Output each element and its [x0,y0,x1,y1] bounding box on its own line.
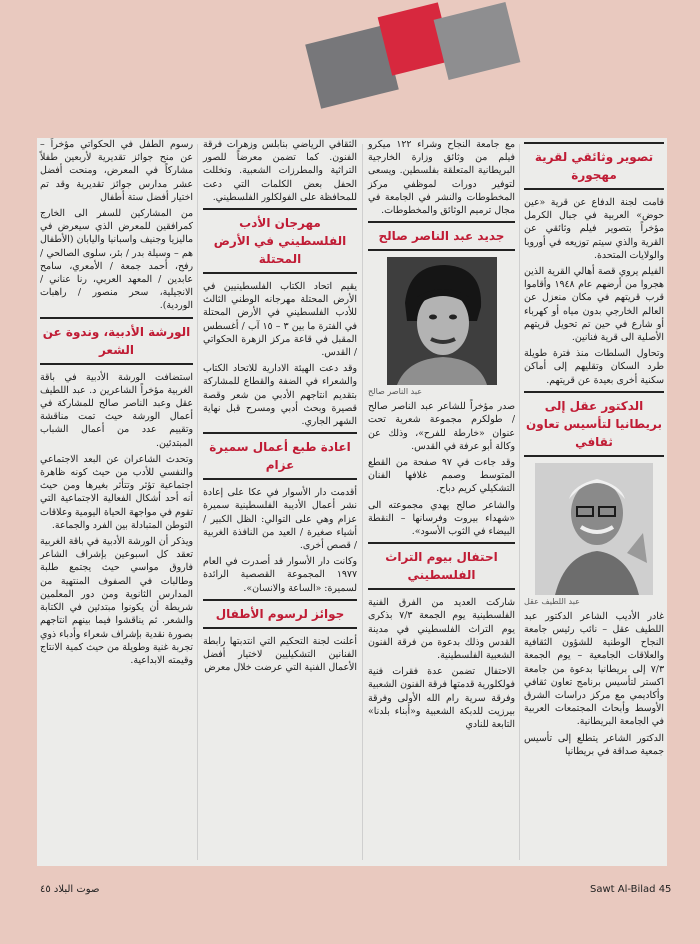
column-1 [521,138,667,866]
paragraph: الاحتفال تضمن عدة فقرات فنية فولكلورية قدمتها فرقة الفنون الشعبية وفرقة سرية رام الله الأولى وفرقة بيرزيت للدبكة الشعبية و«أبناء بلدنا» التابعة للنادي [368,666,515,731]
paragraph: والشاعر صالح يهدي مجموعته الى «شهداء بيروت وفرسانها – النقطة البيضاء في الثوب الأسود». [368,499,515,538]
paragraph: وقد جاءت في ٩٧ صفحة من القطع المتوسط وصمم غلافها الفنان التشكيلي كريم دباح. [368,457,515,495]
paragraph: وقد دعت الهيئة الادارية للاتحاد الكتاب والشعراء في الضفة والقطاع للمشاركة بتقديم انتاجهم الأدبي من شعر وقصة قصيرة وبحث أدبي ومسرح قبل نهاية الشهر الجاري. [203,363,357,428]
headline-literature-festival: مهرجان الأدب الفلسطيني في الأرض المحتلة [203,208,357,274]
headline-heritage-day: احتفال بيوم التراث الفلسطيني [368,542,515,590]
column-2 [365,138,518,866]
headline-abandoned-village: تصوير وثائقي لقرية مهجورة [524,142,664,190]
paragraph: الدكتور الشاعر يتطلع إلى تأسيس جمعية صداقة في بريطانيا [524,732,664,757]
paragraph: مع جامعة النجاح وشراء ١٢٢ ميكرو فيلم من وثائق وزارة الخارجية البريطانية المتعلقة بفلسطين. ويسعى لتوفير دورات لموظفي مركز المخطوطات والنشر في الجامعة في مجال ترميم الوثائق والمخطوطات. [368,139,515,217]
paragraph: قامت لجنة الدفاع عن قرية «عين حوض» العربية في جبال الكرمل مؤخراً بتصوير فيلم وثائقي عن القرية والذي سيتم توزيعه في أوروبا والولايات المتحدة. [524,197,664,261]
photo-abdul-latif-aql [535,463,653,595]
paragraph: استضافت الورشة الأدبية في باقة الغربية مؤخراً الشاعرين د. عبد اللطيف عقل وعبد الناصر صالح للمشاركة في أعمال الورشة حيث تمت مناقشة وتقييم عدد من أعمال الشباب المبتدئين. [40,371,193,449]
paragraph: أقدمت دار الأسوار في عكا على إعادة نشر أعمال الأديبة الفلسطينية سميرة عزام وهي على التوالي: الظل الكبير / أشياء صغيرة / العيد من النافذة الغربية / قصص أخرى. [203,487,357,552]
column-divider [197,144,198,860]
paragraph: الفيلم يروي قصة أهالي القرية الذين هجروا من أرضهم عام ١٩٤٨ وأقاموا قرب قريتهم في مكان منعزل عن العالم الخارجي بدون مياه أو كهرباء أو شارع في حين تم تحويل قريتهم الأصلية الى قرية فنانين. [524,266,664,344]
headline-children-drawings-awards: جوائز لرسوم الأطفال [203,599,357,629]
paragraph: رسوم الطفل في الحكواتي مؤخراً – عن منح جوائز تقديرية لأربعين طفلاً مشاركاً في المعرض، ومنحت أفضل عشر مدارس جوائز تقديرية وقد تم اختيار أفضل ستة أطفال [40,139,193,203]
paragraph: الثقافي الرياضي بنابلس وزهرات فرقة الفنون. كما تضمن معرضاً للصور التراثية والمطرزات الشعبية. وتخللت الحفل بعض الكلمات التي دعت للمحافظة على الفولكلور الفلسطيني. [203,139,357,203]
photo-caption: عبد الناصر صالح [368,387,423,397]
footer-arabic-page-number: صوت البلاد ٤٥ [40,884,100,895]
paragraph: غادر الأديب الشاعر الدكتور عبد اللطيف عقل – نائب رئيس جامعة النجاح الوطنية للشؤون الثقافية والعلاقات الجامعية – يوم الجمعة ٧/٣ إلى بريطانيا بدعوة من جامعة اكستر لتأسيس برنامج تعاون ثقافي وأكاديمي مع مركز دراسات الشرق الأوسط وأبحاث المجتمعات العربية في الجامعة البريطانية. [524,610,664,728]
headline-literary-workshop: الورشة الأدبية، وندوة عن الشعر [40,317,193,365]
paragraph: صدر مؤخراً للشاعر عبد الناصر صالح / طولكرم مجموعة شعرية تحت عنوان «خارطة للفرح»، وذلك عن وكالة أبو عرفة في القدس. [368,401,515,452]
paragraph: شاركت العديد من الفرق الفنية الفلسطينية يوم الجمعة ٧/٣ بذكرى يوم التراث الفلسطيني في مدينة القدس وذلك بدعوة من فرقة الفنون الشعبية الفلسطينية. [368,597,515,662]
footer-english-page-number: Sawt Al-Bilad 45 [590,884,672,895]
decor-gray-square-right [434,2,521,80]
column-3 [200,138,360,866]
column-divider [519,144,520,860]
photo-caption: عبد اللطيف عقل [524,596,580,606]
paragraph: أعلنت لجنة التحكيم التي انتدبتها رابطة الفنانين التشكيليين لاختيار أفضل الأعمال الفنية التي عرضت خلال معرض [203,635,357,674]
paragraph: وتحاول السلطات منذ فترة طويلة طرد السكان وتقليهم إلى أماكن سكنية أخرى بعيدة عن قريتهم. [524,348,664,386]
photo-abdul-nasser-saleh [387,257,497,385]
headline-samira-azzam-reprint: اعادة طبع أعمال سميرة عزام [203,432,357,480]
paragraph: ويذكر أن الورشة الأدبية في باقة الغربية تعقد كل اسبوعين بإشراف الشاعر فاروق مواسي حيث يجتمع طلبة وطالبات في الصفوف المنتهية من المدارس الثانوية ومن دور المعلمين شريطة أن يكونوا مبتدئين في الكتابة والشعر. ثم يناقشوا فيما بينهم انتاجهم بصورة نقدية بإشراف شعراء وأدباء ذوي تجربة غنية وطويلة من حيث كمية الانتاج وقيمته الابداعية. [40,536,193,666]
article-page [37,138,667,866]
paragraph: وكانت دار الأسوار قد أصدرت في العام ١٩٧٧ المجموعة القصصية الرائدة لسميرة: «الساعة والانسان». [203,556,357,594]
paragraph: وتحدث الشاعران عن البعد الاجتماعي والنفسي للأدب من حيث كونه ظاهرة اجتماعية تؤثر وتتأثر بغيرها ومن حيث أنه أحد أشكال الفعالية الاجتماعية التي تقوم في مواجهة الحياة اليومية وعلاقات التوطن المتبادلة بين الفرد والجماعة. [40,453,193,531]
paragraph: يقيم اتحاد الكتاب الفلسطينيين في الأرض المحتلة مهرجانه الوطني الثالث للأدب الفلسطيني في الأرض المحتلة في الفترة ما بين ٣ – ١٥ آب / أغسطس المقبل في قاعة مركز الزهرة الحكواتي / القدس. [203,281,357,359]
portrait-illustration [387,257,497,385]
paragraph: من المشاركين للسفر الى الخارج كمرافقين للمعرض الذي سيعرض في ماليزيا وجنيف واسبانيا واليابان (الأطفال هم – وسيلة بدر / بئر، سلوى الصالحي / رفح، أحمد جمعة / الأمعري، سامح عابدين / المعهد العربي، رنا عناني / الانجيلية، سحر منصور / راهبات الوردية). [40,208,193,312]
portrait-illustration [535,463,653,595]
headline-new-abdul-nasser-saleh: جديد عبد الناصر صالح [368,221,515,251]
column-divider [362,144,363,860]
column-4 [37,138,196,866]
headline-dr-aql-britain: الدكتور عقل إلى بريطانيا لتأسيس تعاون ثقافي [524,391,664,457]
